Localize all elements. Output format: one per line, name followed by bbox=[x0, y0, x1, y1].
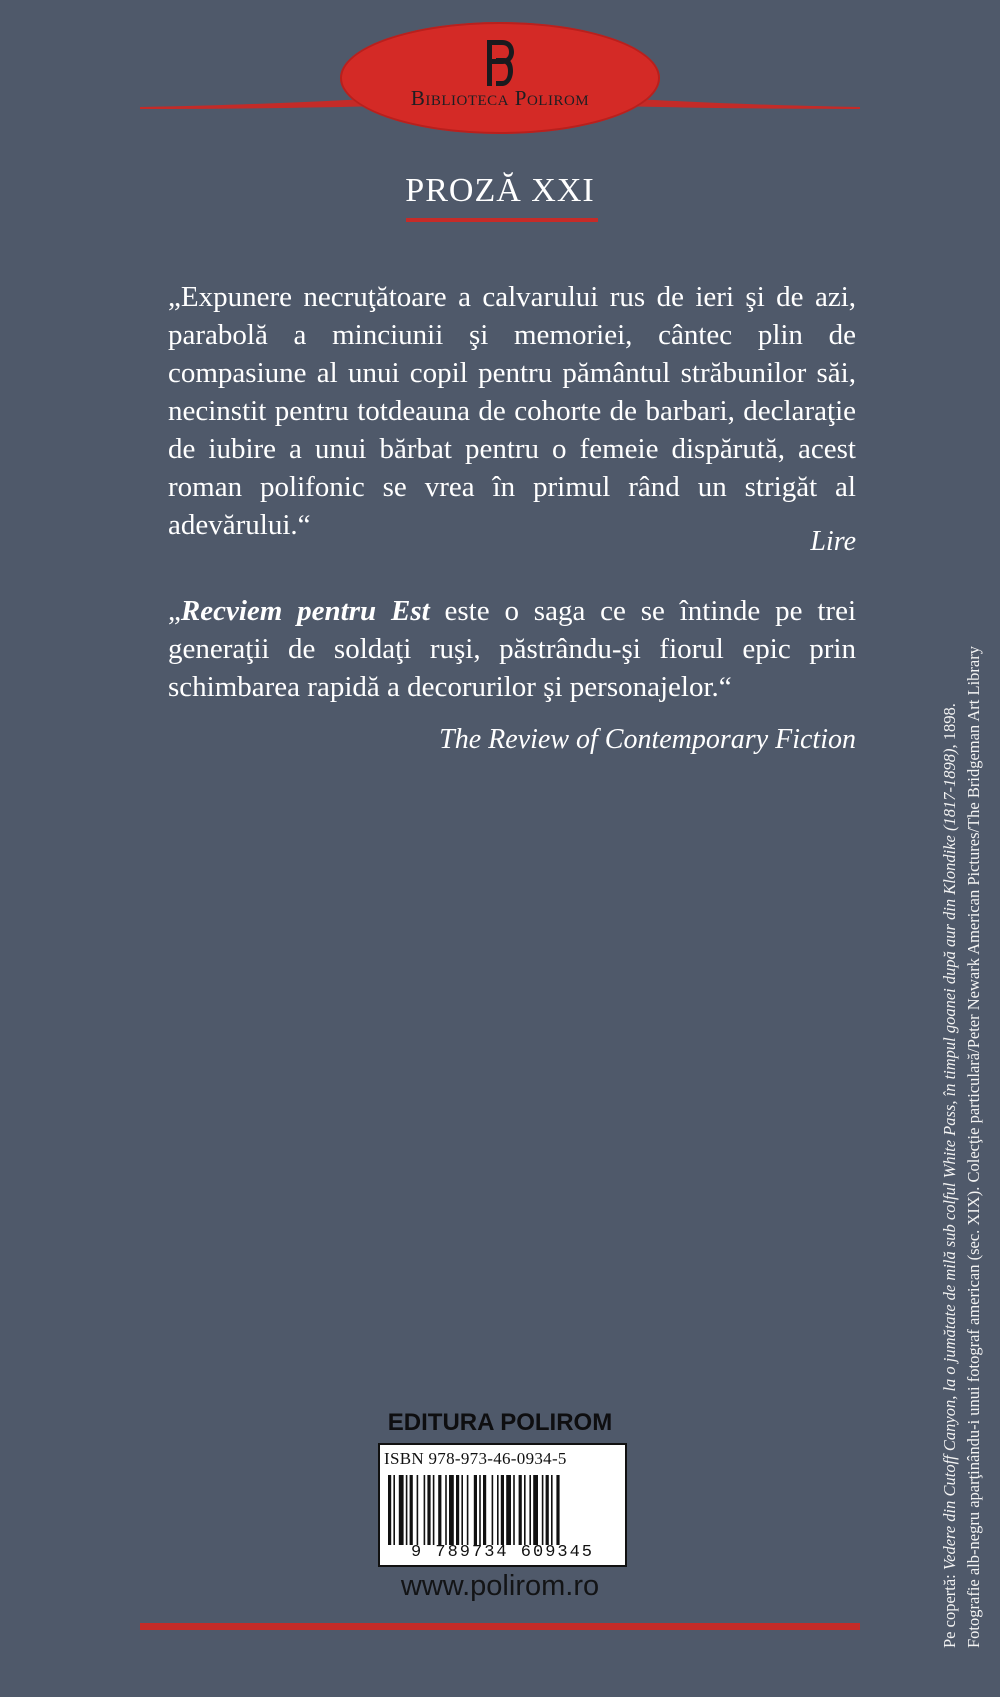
bottom-divider-line bbox=[140, 1623, 860, 1630]
quote-source-lire: Lire bbox=[810, 526, 856, 557]
series-name: Biblioteca Polirom bbox=[410, 86, 590, 110]
polirom-logo-icon bbox=[484, 38, 516, 88]
publisher-website: www.polirom.ro bbox=[400, 1570, 600, 1602]
quote-body: este o saga ce se întinde pe trei generaţii de soldaţi ruşi, păstrându-şi fiorul epic prin schimbarea rapidă a decorurilor şi personajelor.“ bbox=[168, 595, 856, 703]
book-title: Recviem pentru Est bbox=[180, 595, 430, 627]
quote-source-contemporary-fiction: The Review of Contemporary Fiction bbox=[439, 724, 856, 755]
cover-credit-line-2: Fotografie alb-negru aparţinându-i unui fotograf american (sec. XIX). Colecţie particulară/Peter Newark American Pictures/The Bridgeman Art Library bbox=[964, 646, 983, 1648]
isbn-box bbox=[378, 1443, 627, 1567]
review-quote-lire: „Expunere necruţătoare a calvarului rus de ieri şi de azi, parabolă a minciunii şi memoriei, cântec plin de compasiune al unui copil pentru pământul străbunilor săi, necinstit pentru totdeauna de cohorte de barbari, declaraţie de iubire a unui bărbat pentru o femeie dispărută, acest roman polifonic se vrea în primul rând un strigăt al adevărului.“ bbox=[168, 281, 856, 541]
publisher-name: EDITURA POLIROM bbox=[387, 1409, 613, 1436]
barcode-icon bbox=[388, 1475, 617, 1545]
cover-credit-line-1: Pe copertă: Vedere din Cutoff Canyon, la o jumătate de milă sub colful White Pass, în timpul goanei după aur din Klondike (1817-1898), 1898. bbox=[940, 703, 959, 1648]
review-quote-contemporary-fiction bbox=[168, 592, 856, 706]
collection-title: PROZĂ XXI bbox=[405, 172, 595, 209]
quote-open-mark: „ bbox=[168, 595, 181, 627]
cover-credit bbox=[938, 308, 986, 1648]
barcode-digits: 9 789734 609345 bbox=[410, 1543, 595, 1562]
isbn-label: ISBN 978-973-46-0934-5 bbox=[384, 1449, 567, 1468]
collection-underline bbox=[406, 218, 598, 222]
